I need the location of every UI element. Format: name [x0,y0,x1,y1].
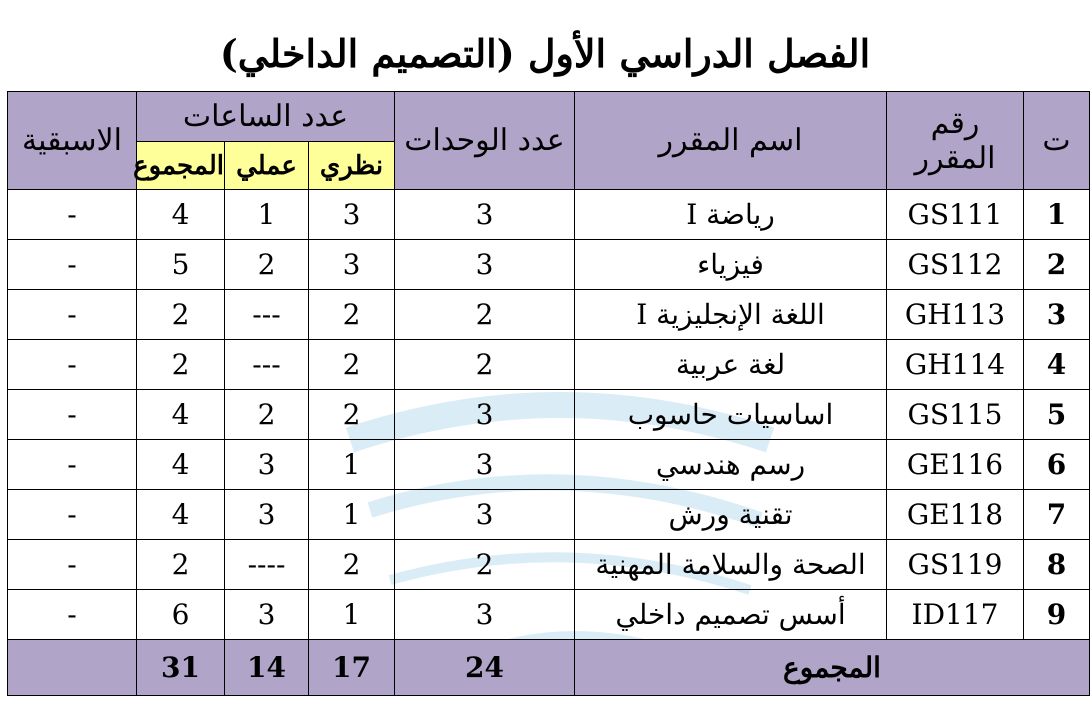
row-total: 6 [137,590,225,640]
row-name: اساسيات حاسوب [575,390,887,440]
row-total: 4 [137,390,225,440]
row-theory: 2 [309,540,395,590]
row-theory: 2 [309,390,395,440]
row-seq: 2 [1024,240,1090,290]
row-name: فيزياء [575,240,887,290]
row-seq: 4 [1024,340,1090,390]
row-seq: 8 [1024,540,1090,590]
row-practical: 2 [225,390,309,440]
row-name: رسم هندسي [575,440,887,490]
totals-row [8,640,1090,696]
table-body [8,190,1090,640]
header-units: عدد الوحدات [395,92,575,190]
row-prereq: - [8,490,137,540]
row-total: 4 [137,490,225,540]
row-practical: 3 [225,490,309,540]
row-name: أسس تصميم داخلي [575,590,887,640]
header-total: المجموع [137,142,225,190]
table-row [8,290,1090,340]
row-units: 2 [395,340,575,390]
header-name: اسم المقرر [575,92,887,190]
row-code: GS115 [887,390,1024,440]
row-seq: 6 [1024,440,1090,490]
row-theory: 1 [309,590,395,640]
row-name: رياضة I [575,190,887,240]
row-theory: 1 [309,440,395,490]
row-code: GS111 [887,190,1024,240]
row-total: 5 [137,240,225,290]
row-code: GH113 [887,290,1024,340]
row-theory: 3 [309,190,395,240]
row-name: لغة عربية [575,340,887,390]
row-units: 3 [395,490,575,540]
row-prereq: - [8,390,137,440]
row-practical: --- [225,340,309,390]
table-row [8,540,1090,590]
totals-practical: 14 [225,640,309,696]
row-prereq: - [8,290,137,340]
row-code: GS112 [887,240,1024,290]
row-units: 3 [395,590,575,640]
table-row [8,340,1090,390]
row-units: 3 [395,390,575,440]
row-name: اللغة الإنجليزية I [575,290,887,340]
header-seq: ت [1024,92,1090,190]
row-units: 2 [395,540,575,590]
row-theory: 1 [309,490,395,540]
table-row [8,390,1090,440]
row-code: ID117 [887,590,1024,640]
row-prereq: - [8,540,137,590]
header-prereq: الاسبقية [8,92,137,190]
table-row [8,590,1090,640]
row-prereq: - [8,240,137,290]
row-name: الصحة والسلامة المهنية [575,540,887,590]
row-units: 3 [395,440,575,490]
row-practical: 2 [225,240,309,290]
row-seq: 7 [1024,490,1090,540]
row-prereq: - [8,190,137,240]
row-practical: 3 [225,590,309,640]
row-code: GH114 [887,340,1024,390]
table-row [8,190,1090,240]
totals-label: المجموع [575,640,1090,696]
row-total: 4 [137,440,225,490]
row-total: 2 [137,340,225,390]
totals-prereq [8,640,137,696]
row-prereq: - [8,340,137,390]
row-seq: 1 [1024,190,1090,240]
row-theory: 2 [309,340,395,390]
row-name: تقنية ورش [575,490,887,540]
row-prereq: - [8,590,137,640]
row-seq: 3 [1024,290,1090,340]
row-practical: 1 [225,190,309,240]
row-theory: 2 [309,290,395,340]
row-units: 3 [395,240,575,290]
courses-table [7,91,1090,696]
header-practical: عملي [225,142,309,190]
row-total: 2 [137,540,225,590]
row-units: 2 [395,290,575,340]
table-row [8,240,1090,290]
row-prereq: - [8,440,137,490]
header-hours: عدد الساعات [137,92,395,142]
totals-total: 31 [137,640,225,696]
row-units: 3 [395,190,575,240]
row-code: GS119 [887,540,1024,590]
row-practical: 3 [225,440,309,490]
row-seq: 5 [1024,390,1090,440]
row-practical: --- [225,290,309,340]
row-theory: 3 [309,240,395,290]
page-title: الفصل الدراسي الأول (التصميم الداخلي) [219,31,871,76]
row-code: GE116 [887,440,1024,490]
row-code: GE118 [887,490,1024,540]
totals-theory: 17 [309,640,395,696]
row-practical: ---- [225,540,309,590]
row-seq: 9 [1024,590,1090,640]
header-theory: نظري [309,142,395,190]
header-code: رقم المقرر [887,92,1024,190]
row-total: 2 [137,290,225,340]
totals-units: 24 [395,640,575,696]
row-total: 4 [137,190,225,240]
table-row [8,490,1090,540]
table-row [8,440,1090,490]
